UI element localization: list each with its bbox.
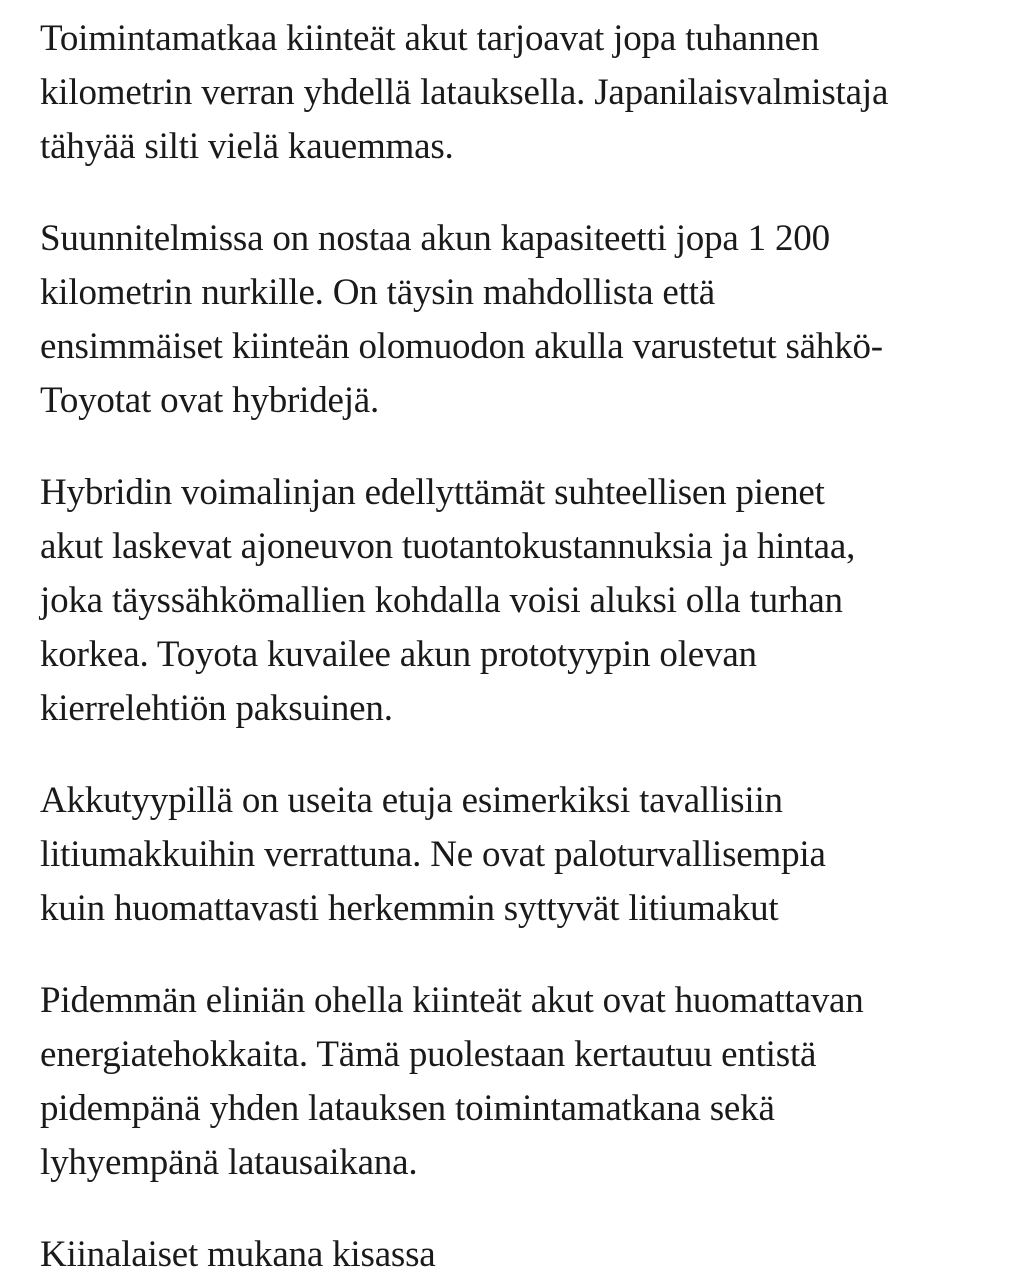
paragraph-capacity	[40, 212, 990, 428]
text-line: Akkutyypillä on useita etuja esimerkiksi tavallisiin	[40, 780, 783, 821]
subheading: Kiinalaiset mukana kisassa	[40, 1234, 436, 1275]
text-line: kilometrin nurkille. On täysin mahdollista että	[40, 272, 715, 313]
text-line: Toimintamatkaa kiinteät akut tarjoavat jopa tuhannen	[40, 18, 820, 59]
text-line: energiatehokkaita. Tämä puolestaan kertautuu entistä	[40, 1034, 817, 1075]
text-line: pidempänä yhden latauksen toimintamatkana sekä	[40, 1088, 775, 1129]
text-line: litiumakkuihin verrattuna. Ne ovat paloturvallisempia	[40, 834, 826, 875]
text-line: tähyää silti vielä kauemmas.	[40, 126, 454, 167]
text-line: akut laskevat ajoneuvon tuotantokustannuksia ja hintaa,	[40, 526, 856, 567]
paragraph-range	[40, 12, 990, 174]
text-line: lyhyempänä latausaikana.	[40, 1142, 418, 1183]
text-line: kuin huomattavasti herkemmin syttyvät litiumakut	[40, 888, 779, 929]
paragraph-hybrid	[40, 466, 990, 736]
text-line: korkea. Toyota kuvailee akun prototyypin olevan	[40, 634, 757, 675]
text-line: Pidemmän eliniän ohella kiinteät akut ovat huomattavan	[40, 980, 864, 1021]
paragraph-advantages	[40, 774, 990, 936]
text-line: Hybridin voimalinjan edellyttämät suhteellisen pienet	[40, 472, 825, 513]
text-line: joka täyssähkömallien kohdalla voisi aluksi olla turhan	[40, 580, 843, 621]
text-line: Suunnitelmissa on nostaa akun kapasiteetti jopa 1 200	[40, 218, 830, 259]
text-line: ensimmäiset kiinteän olomuodon akulla varustetut sähkö-	[40, 326, 883, 367]
text-line: Toyotat ovat hybridejä.	[40, 380, 380, 421]
text-line: kierrelehtiön paksuinen.	[40, 688, 393, 729]
paragraph-efficiency	[40, 974, 990, 1190]
article-body	[40, 12, 990, 1282]
text-line: kilometrin verran yhdellä latauksella. Japanilaisvalmistaja	[40, 72, 889, 113]
